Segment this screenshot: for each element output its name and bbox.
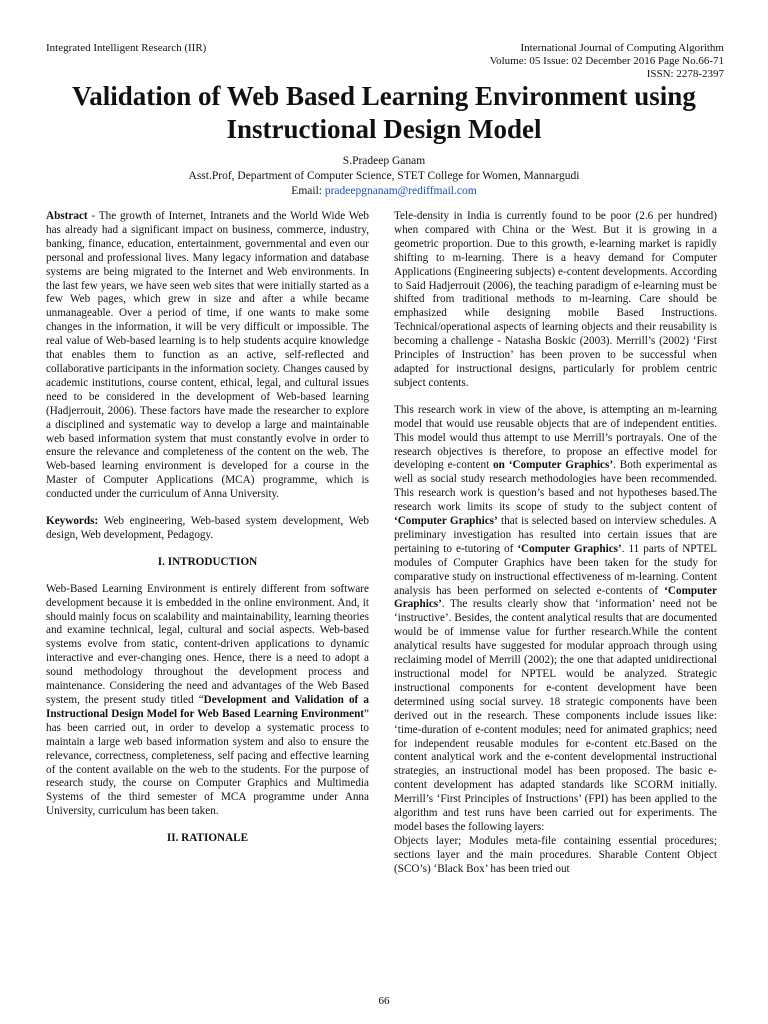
abstract [46,210,369,502]
keywords-text: Web engineering, Web-based system development, Web design, Web development, Pedagogy. [46,515,369,541]
p2-text-b: . Both experimental as well as social study research methodologies have been recommended. This research work is question’s based and not hypotheses based.The research work limits its scope of study to the subject content of [394,459,717,514]
keywords-label: Keywords: [46,515,99,528]
p2-text-c: that is selected based on interview schedules. A preliminary investigation has resulted into certain issues that are pertaining to e-tutoring of [394,515,717,555]
page-number: 66 [378,995,390,1007]
rationale-paragraph-2 [394,404,717,835]
author-email-line [0,184,768,199]
journal-publisher: Integrated Intelligent Research (IIR) [46,42,207,54]
author-block [0,154,768,199]
paper-title: Validation of Web Based Learning Environment using Instructional Design Model [72,81,696,144]
author-affiliation: Asst.Prof, Department of Computer Science, STET College for Women, Mannargudi [188,170,580,182]
p2-bold-cg3: ‘Computer Graphics’ [517,542,622,555]
abstract-label: Abstract [46,210,88,222]
study-title: Development and Validation of a Instructional Design Model for Web Based Learning Environment [46,694,369,720]
p2-text-a: This research work in view of the above, is attempting an m-learning model that would use reusable objects that are of independent entities. This model would thus attempt to use Merrill’s portrayals. One of the research objectives is therefore, to propose an effective model for developing e-content [394,403,717,472]
right-column [394,210,717,890]
p2-bold-cg1: ‘Computer Graphics’ [508,459,614,472]
left-column [46,210,369,859]
section-heading-introduction: I. INTRODUCTION [157,555,258,568]
introduction-paragraph [46,583,369,819]
abstract-text: - The growth of Internet, Intranets and the World Wide Web has already had a significant impact on business, commerce, industry, banking, finance, education, entertainment, governmental and even our personal and professional lives. Many legacy information and database systems are being migrated to the Internet and Web environments. In the last few years, we have seen web sites that were initially started as a few Web pages, which grew in size and after a while became unmanageable. Over a period of time, if one wants to make some changes in the information, it will be very difficult or impossible. The real value of Web-based learning is to help students acquire knowledge that enables them to function as an active, self-reflected and collaborative participants in the information society. Changes caused by academic institutions, course content, ethical, legal, and cultural issues need to be considered in the development of Web-based learning (Hadjerrouit, 2006). These factors have made the researcher to explore a disciplined and systematic way to develop a large and maintainable web based information system that must constantly evolve in order to ensure the relevance and completeness of the content on the web. The Web-based learning environment is developed for a course in the Master of Computer Applications (MCA) programme, which is conducted under the curriculum of Anna University. [46,210,369,501]
rationale-paragraph-3: Objects layer; Modules meta-file containing essential procedures; sections layer and the main procedures. Sharable Content Object (SCO’s) ‘Black Box’ has been tried out [394,834,717,875]
journal-info [490,42,724,81]
keywords [46,515,369,543]
p2-bold-cg4: ‘Computer Graphics’ [394,584,717,611]
section-heading-rationale: II. RATIONALE [166,832,249,845]
intro-text: Web-Based Learning Environment is entirely different from software development because it is embedded in the online environment. And, it should mainly focus on scalability and maintainability, learning theories and examine technical, legal, cultural and social aspects. Web-based systems evolve from static, content-driven applications to dynamic interactive and ever-changing ones. Hence, there is a need to adopt a sound methodology throughout the development process and maintenance. Considering the need and advantages of the Web Based system, the present study titled “ [46,582,369,706]
email-label: Email: [291,185,325,197]
journal-name: International Journal of Computing Algorithm [520,42,724,54]
journal-issn: ISSN: 2278-2397 [646,68,724,80]
author-name: S.Pradeep Ganam [342,155,426,167]
author-email-link[interactable]: pradeepgnanam@rediffmail.com [324,185,477,197]
journal-volume: Volume: 05 Issue: 02 December 2016 Page No.66-71 [489,55,724,67]
rationale-paragraph-1: Tele-density in India is currently found to be poor (2.6 per hundred) when compared with China or the West. But it is growing in a geometric proportion. Due to this growth, e-learning market is rapidly shifting to m-learning. There is a heavy demand for Computer Applications (Engineering subjects) e-content developments. According to Said Hadjerrouit (2006), the teaching paradigm of e-learning must be shifted from traditional methods to m-learning. Care should be emphasized while designing mobile Based Instructions. Technical/operational aspects of learning objects and their reusability is becoming a challenge - Natasha Boskic (2003). Merrill’s (2002) ‘First Principles of Instruction’ has been proven to be successful when adapted for instructional designs, particularly for problem centric subject contents. [394,210,717,389]
intro-text-end: ” has been carried out, in order to develop a systematic process to maintain a large web based information system and also to ensure the relevance, correctness, completeness, self pacing and effective learning of the content available on the web to the students. For the purpose of research study, the course on Computer Graphics and Multimedia Systems of the third semester of MCA programme under Anna University, curriculum has been taken. [46,707,369,818]
p2-text-d: . 11 parts of NPTEL modules of Computer Graphics have been taken for the study for comparative study on instructional effectiveness of m-learning. Content analysis has been performed on selected e-contents of [394,542,717,597]
p2-bold-cg2: ‘Computer Graphics’ [394,515,498,528]
p2-text-e: . The results clearly show that ‘information’ need not be ‘instructive’. Besides, the content analytical results that are documented would be of immense value for further research.While the content analytical results have suggested for modular approach through using reclaiming model of Merrill (2002); the one that adapted unidirectional instructional model for NPTEL would be analyzed. Strategic instructional components for e-content development have been determined using social survey. 18 strategic components have been derived out in the research. These components include issues like: ‘time-duration of e-content modules; need for animated graphics; need for independent reusable modules for e-content etc.Based on the content analytical work and the e-content developmental instructional strategies, an instructional model has been proposed. The basic e-content development has adapted standards like SCORM initially. Merrill’s ‘First Principles of Instructions’ (FPI) has been applied to the algorithm and test runs have been carried out for experiments. The model bases the following layers: [394,598,717,833]
p2-bold-on: on [493,459,505,472]
